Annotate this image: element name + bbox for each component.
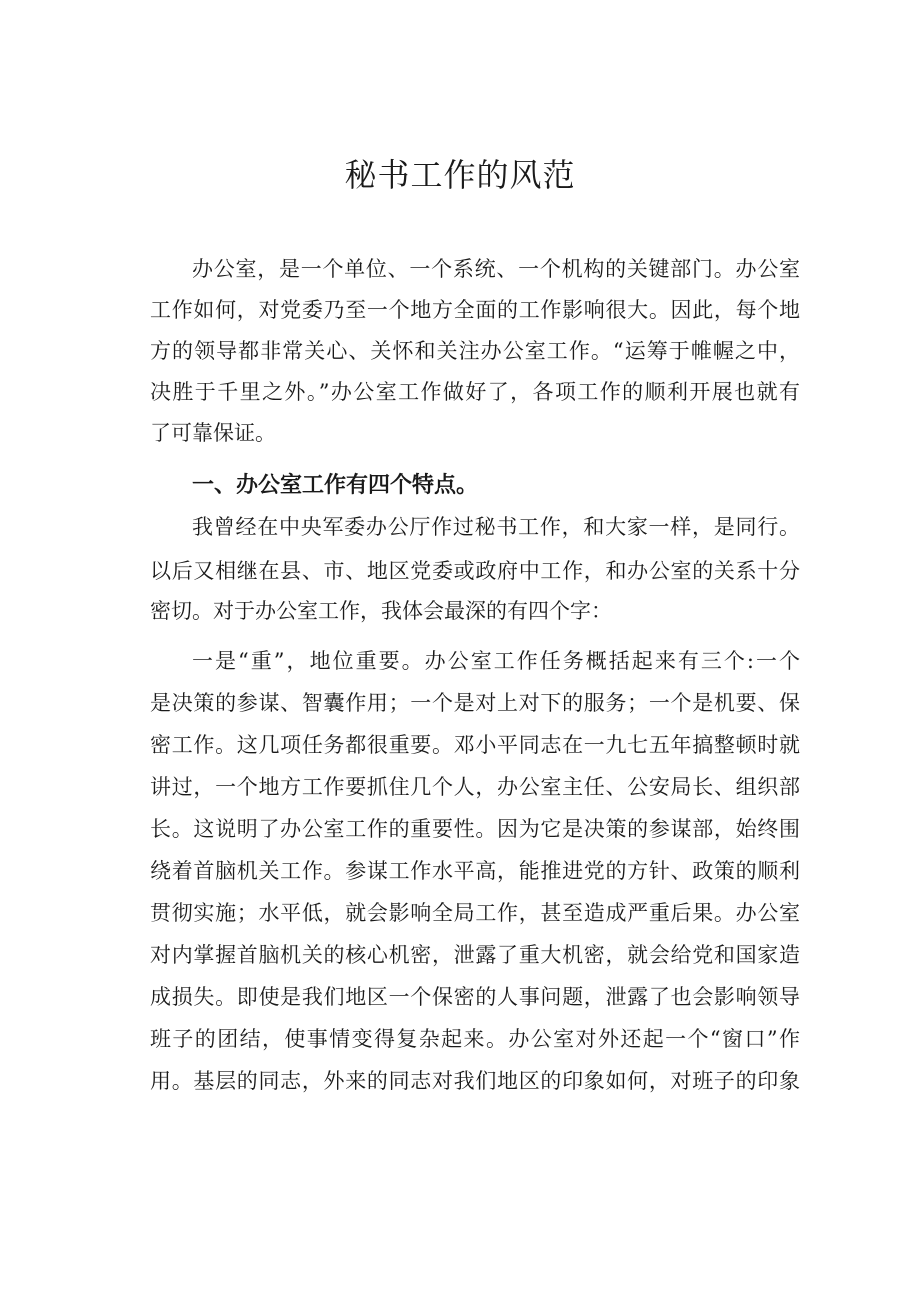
page-title: 秘书工作的风范 xyxy=(344,156,576,194)
paragraph-line: 讲过，一个地方工作要抓住几个人，办公室主任、公安局长、组织部 xyxy=(150,775,801,799)
paragraph-line: 用。基层的同志，外来的同志对我们地区的印象如何，对班子的印象 xyxy=(150,1069,801,1093)
paragraph-line: 绕着首脑机关工作。参谋工作水平高，能推进党的方针、政策的顺利 xyxy=(150,859,801,883)
paragraph-line: 我曾经在中央军委办公厅作过秘书工作，和大家一样，是同行。 xyxy=(192,515,801,539)
paragraph-line: 成损失。即使是我们地区一个保密的人事问题，泄露了也会影响领导 xyxy=(150,985,801,1009)
paragraph-line: 是决策的参谋、智囊作用；一个是对上对下的服务；一个是机要、保 xyxy=(150,691,801,715)
paragraph-line: 贯彻实施；水平低，就会影响全局工作，甚至造成严重后果。办公室 xyxy=(150,901,801,925)
paragraph-line: 班子的团结，使事情变得复杂起来。办公室对外还起一个“窗口”作 xyxy=(150,1027,802,1051)
paragraph-line: 了可靠保证。 xyxy=(150,421,276,445)
paragraph-line: 密切。对于办公室工作，我体会最深的有四个字： xyxy=(150,599,612,623)
paragraph-line: 方的领导都非常关心、关怀和关注办公室工作。“运筹于帷幄之中， xyxy=(150,339,802,363)
paragraph-line: 以后又相继在县、市、地区党委或政府中工作，和办公室的关系十分 xyxy=(150,559,801,583)
paragraph-line: 工作如何，对党委乃至一个地方全面的工作影响很大。因此，每个地 xyxy=(150,298,801,322)
paragraph-line: 决胜于千里之外。”办公室工作做好了，各项工作的顺利开展也就有 xyxy=(150,380,802,404)
paragraph-line: 密工作。这几项任务都很重要。邓小平同志在一九七五年搞整顿时就 xyxy=(150,733,801,757)
paragraph-line: 长。这说明了办公室工作的重要性。因为它是决策的参谋部，始终围 xyxy=(150,817,801,841)
paragraph-line: 对内掌握首脑机关的核心机密，泄露了重大机密，就会给党和国家造 xyxy=(150,943,801,967)
paragraph-line: 一是“重”，地位重要。办公室工作任务概括起来有三个:一个 xyxy=(192,649,803,673)
paragraph-line: 办公室，是一个单位、一个系统、一个机构的关键部门。办公室 xyxy=(192,257,801,281)
section-heading: 一、办公室工作有四个特点。 xyxy=(192,473,479,498)
